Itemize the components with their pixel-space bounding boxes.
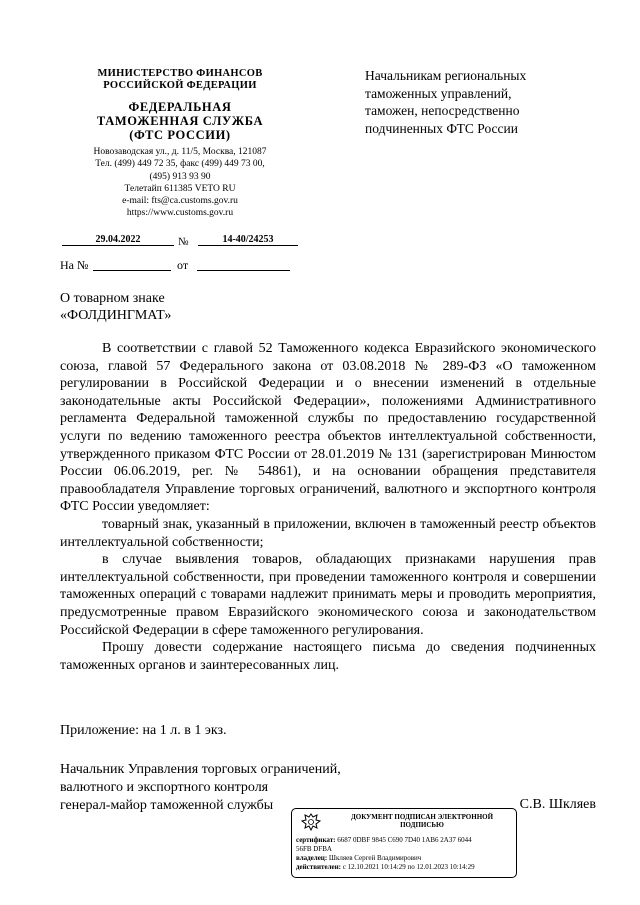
owner-label: владелец: <box>296 854 328 862</box>
validity-row <box>296 863 512 872</box>
stamp-title <box>332 813 512 829</box>
email-link[interactable]: e-mail: fts@ca.customs.gov.ru <box>122 196 238 207</box>
eagle-emblem-icon <box>300 812 322 832</box>
owner-value: Шкляев Сергей Владимирович <box>328 854 422 862</box>
certificate-label: сертификат: <box>296 836 336 844</box>
signer-line-1: Начальник Управления торговых ограничений, <box>60 762 341 777</box>
subject-line-2: «ФОЛДИНГМАТ» <box>60 308 172 323</box>
reply-number-label: На № <box>60 258 89 272</box>
subject-line-1: О товарном знаке <box>60 291 165 306</box>
ministry-line-2: РОССИЙСКОЙ ФЕДЕРАЦИИ <box>103 80 257 91</box>
phone-line-1: Тел. (499) 449 72 35, факс (499) 449 73 00, <box>95 159 265 170</box>
ministry-header <box>60 68 300 92</box>
signer-line-2: валютного и экспортного контроля <box>60 780 269 795</box>
address: Новозаводская ул., д. 11/5, Москва, 121087 <box>93 147 267 157</box>
body-paragraph-2: товарный знак, указанный в приложении, включен в таможенный реестр объектов интеллектуальной собственности; <box>60 516 596 550</box>
registration-number: 14-40/24253 <box>198 234 298 246</box>
certificate-row-2: 56FB DFBA <box>296 845 332 853</box>
validity-label: действителен: <box>296 863 341 871</box>
signer-block <box>60 761 341 815</box>
number-label: № <box>178 236 189 248</box>
stamp-title-line-1: ДОКУМЕНТ ПОДПИСАН ЭЛЕКТРОННОЙ <box>350 813 494 821</box>
signer-line-3: генерал-майор таможенной службы <box>60 798 274 813</box>
reply-number-field <box>93 269 171 271</box>
attachment-note: Приложение: на 1 л. в 1 экз. <box>60 723 227 738</box>
registration-date: 29.04.2022 <box>62 234 174 246</box>
certificate-value: 6687 0DBF 9845 C690 7D40 1AB6 2A37 6044 <box>337 836 472 844</box>
body-paragraph-1: В соответствии с главой 52 Таможенного кодекса Евразийского экономического союза, главой 57 Федерального закона от 03.08.2018 № 289-ФЗ «О таможенном регулировании в Российской Федерации и о внесении изменений в отдельные законодательные акты Российской Федерации», положениями Административного регламента Федеральной таможенной службы по предоставлению государственной услуги по ведению таможенного реестра объектов интеллектуальной собственности, утвержденного приказом ФТС России от 28.01.2019 № 131 (зарегистрирован Минюстом России 06.06.2019, рег. № 54861), и на основании обращения представителя правообладателя Управление торговых ограничений, валютного и экспортного контроля ФТС России уведомляет: <box>60 341 596 515</box>
service-header <box>60 100 300 142</box>
service-line-3: (ФТС РОССИИ) <box>129 128 231 142</box>
reply-date-field <box>197 269 290 271</box>
recipient-line-4: подчиненных ФТС России <box>365 120 518 136</box>
recipient-block <box>365 67 595 137</box>
website-link[interactable]: https://www.customs.gov.ru <box>126 208 234 219</box>
electronic-signature-stamp <box>291 808 517 878</box>
signer-name: С.В. Шкляев <box>519 797 596 812</box>
service-line-1: ФЕДЕРАЛЬНАЯ <box>128 100 232 114</box>
body-paragraph-4: Прошу довести содержание настоящего письма до сведения подчиненных таможенных органов и заинтересованных лиц. <box>60 640 596 673</box>
letter-body <box>60 340 596 674</box>
teletype: Телетайп 611385 VETO RU <box>124 183 236 194</box>
owner-row <box>296 854 512 863</box>
reply-reference-line <box>60 253 300 273</box>
subject-block <box>60 290 171 324</box>
phone-line-2: (495) 913 93 90 <box>149 171 211 182</box>
validity-value: с 12.10.2021 10:14:29 по 12.01.2023 10:14:29 <box>342 863 475 871</box>
registration-line <box>60 228 300 248</box>
recipient-line-2: таможенных управлений, <box>365 85 512 101</box>
stamp-details <box>296 836 512 872</box>
recipient-line-3: таможен, непосредственно <box>365 103 520 118</box>
recipient-line-1: Начальникам региональных <box>365 68 527 83</box>
contact-block <box>60 146 300 220</box>
stamp-title-line-2: ПОДПИСЬЮ <box>400 821 444 829</box>
certificate-row <box>296 836 512 845</box>
service-line-2: ТАМОЖЕННАЯ СЛУЖБА <box>96 114 264 128</box>
body-paragraph-3: в случае выявления товаров, обладающих признаками нарушения прав интеллектуальной собственности, при проведении таможенного контроля и совершении таможенных операций с товарами надлежит принимать меры и проводить мероприятия, предусмотренные правом Евразийского экономического союза и законодательством Российской Федерации в сфере таможенного регулирования. <box>60 552 596 638</box>
ministry-line-1: МИНИСТЕРСТВО ФИНАНСОВ <box>97 68 263 79</box>
reply-date-label: от <box>177 258 189 272</box>
